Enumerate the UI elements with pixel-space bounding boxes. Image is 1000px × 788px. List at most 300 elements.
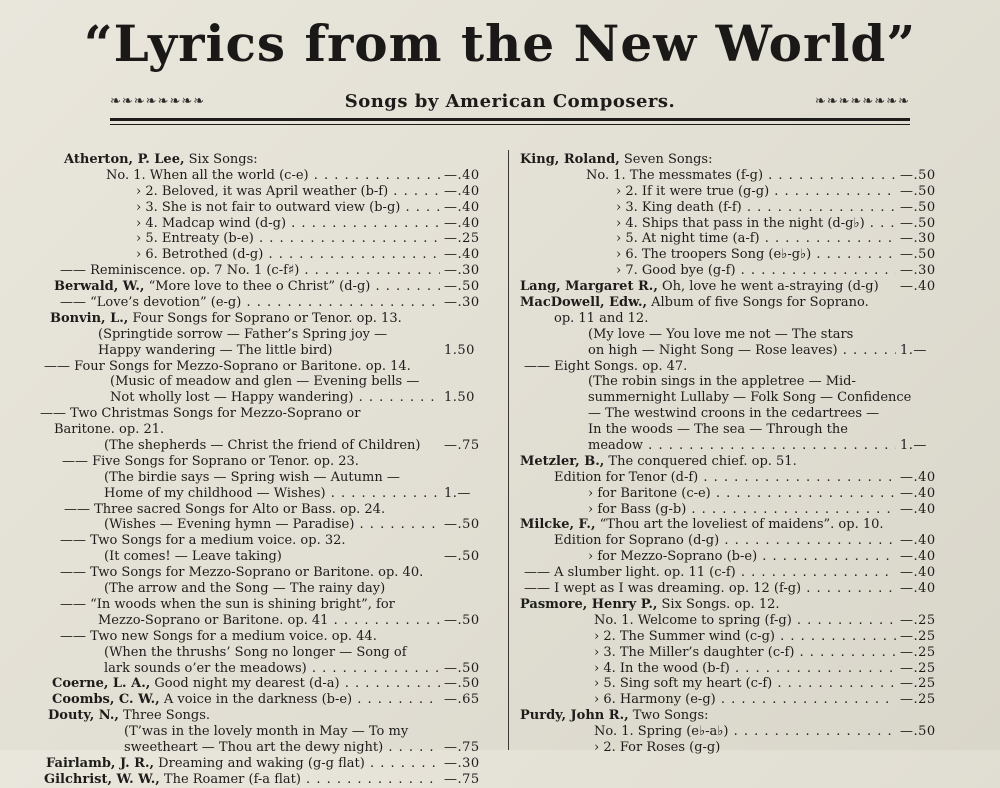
song-title: Three Songs. bbox=[118, 708, 211, 724]
song-title: (When the thrushs’ Song no longer — Song of bbox=[104, 644, 407, 660]
catalog-entry bbox=[40, 470, 492, 486]
catalog-entry bbox=[40, 359, 492, 375]
entry-text bbox=[588, 374, 856, 390]
catalog-entry bbox=[518, 263, 948, 279]
entry-text bbox=[594, 613, 896, 629]
price: —.50 bbox=[900, 247, 936, 263]
song-title: › 3. The Miller’s daughter (c-f) bbox=[594, 644, 795, 660]
song-title: Six Songs: bbox=[184, 152, 258, 167]
price: —.40 bbox=[900, 549, 936, 565]
price: —.40 bbox=[444, 215, 480, 231]
catalog-entry bbox=[518, 247, 948, 263]
song-title: —— Four Songs for Mezzo-Soprano or Baritone. op. 14. bbox=[44, 358, 411, 374]
song-title: —— “Love’s devotion” (e-g) bbox=[60, 295, 242, 311]
price: 1.— bbox=[900, 342, 927, 358]
entry-text bbox=[588, 502, 896, 518]
entry-text bbox=[136, 231, 440, 247]
song-title: (The arrow and the Song — The rainy day) bbox=[104, 581, 386, 597]
song-title: › for Baritone (c-e) bbox=[588, 485, 711, 501]
price: —.40 bbox=[900, 485, 936, 501]
catalog-entry bbox=[40, 597, 492, 613]
song-title: “More love to thee o Christ” (d-g) bbox=[144, 279, 371, 295]
entry-text bbox=[46, 756, 440, 772]
entry-text bbox=[110, 374, 419, 390]
entry-text bbox=[64, 502, 385, 518]
entry-text bbox=[64, 152, 258, 168]
entry-text bbox=[54, 279, 440, 295]
catalog-entry bbox=[40, 581, 492, 597]
catalog-entry bbox=[40, 231, 492, 247]
song-title: In the woods — The sea — Through the bbox=[588, 422, 848, 438]
entry-text bbox=[104, 470, 400, 486]
song-title: › 6. Harmony (e-g) bbox=[594, 692, 716, 708]
entry-text bbox=[98, 613, 440, 629]
entry-text bbox=[136, 184, 440, 200]
entry-text bbox=[44, 359, 411, 375]
entry-text bbox=[104, 549, 282, 565]
song-title: (The birdie says — Spring wish — Autumn — bbox=[104, 469, 400, 485]
entry-text bbox=[520, 708, 709, 724]
price: —.40 bbox=[900, 565, 936, 581]
catalog-entry bbox=[518, 724, 948, 740]
price: —.30 bbox=[444, 263, 480, 279]
catalog-entry bbox=[40, 343, 492, 359]
catalog-entry bbox=[40, 565, 492, 581]
price: —.65 bbox=[444, 692, 480, 708]
catalog-entry bbox=[40, 486, 492, 502]
song-title: —— Two new Songs for a medium voice. op. 44. bbox=[60, 628, 377, 644]
catalog-entry bbox=[518, 359, 948, 375]
price: —.25 bbox=[900, 660, 936, 676]
catalog-entry bbox=[518, 152, 948, 168]
entry-text bbox=[524, 565, 896, 581]
composer-name: MacDowell, Edw., bbox=[520, 295, 647, 311]
song-title: —— “In woods when the sun is shining bright”, for bbox=[60, 596, 395, 612]
song-title: › 5. At night time (a-f) bbox=[616, 231, 760, 247]
song-title: Album of five Songs for Soprano. bbox=[647, 295, 869, 311]
catalog-entry bbox=[40, 549, 492, 565]
catalog-entry bbox=[40, 327, 492, 343]
entry-text bbox=[104, 486, 440, 502]
song-title: › 4. In the wood (b-f) bbox=[594, 660, 730, 676]
catalog-entry bbox=[40, 756, 492, 772]
entry-text bbox=[588, 486, 896, 502]
catalog-entry bbox=[40, 200, 492, 216]
catalog-entry bbox=[518, 231, 948, 247]
song-title: Six Songs. op. 12. bbox=[657, 596, 780, 612]
catalog-entry bbox=[518, 661, 948, 677]
catalog-entry bbox=[40, 661, 492, 677]
catalog-entry bbox=[518, 374, 948, 390]
entry-text bbox=[60, 263, 440, 279]
composer-name: Pasmore, Henry P., bbox=[520, 596, 658, 612]
entry-text bbox=[60, 629, 377, 645]
song-title: Mezzo-Soprano or Baritone. op. 41 bbox=[98, 612, 329, 628]
song-title: › 6. Betrothed (d-g) bbox=[136, 247, 264, 263]
entry-text bbox=[594, 740, 720, 756]
song-title: No. 1. The messmates (f-g) bbox=[586, 167, 764, 183]
catalog-entry bbox=[40, 374, 492, 390]
song-title: › 7. Good bye (g-f) bbox=[616, 263, 736, 279]
price: —.40 bbox=[900, 469, 936, 485]
song-title: › 4. Madcap wind (d-g) bbox=[136, 215, 287, 231]
song-title: meadow bbox=[588, 438, 644, 454]
song-title: Dreaming and waking (g-g flat) bbox=[154, 755, 365, 771]
catalog-entry bbox=[518, 533, 948, 549]
page-subtitle: Songs by American Composers. bbox=[344, 90, 676, 112]
catalog-entry bbox=[518, 390, 948, 406]
price: —.25 bbox=[900, 612, 936, 628]
song-title: No. 1. Welcome to spring (f-g) bbox=[594, 612, 792, 628]
catalog-entry bbox=[518, 549, 948, 565]
song-title: —— Two Songs for a medium voice. op. 32. bbox=[60, 533, 346, 549]
catalog-entry bbox=[40, 247, 492, 263]
price: —.30 bbox=[900, 263, 936, 279]
header-rule-thick bbox=[110, 118, 910, 121]
catalog-entry bbox=[40, 438, 492, 454]
price: —.50 bbox=[444, 612, 480, 628]
catalog-entry bbox=[40, 676, 492, 692]
entry-text bbox=[104, 645, 407, 661]
price: —.40 bbox=[900, 533, 936, 549]
catalog-entry bbox=[518, 597, 948, 613]
catalog-entry bbox=[518, 438, 948, 454]
entry-text bbox=[554, 533, 896, 549]
entry-text bbox=[588, 406, 879, 422]
entry-text bbox=[524, 581, 896, 597]
composer-name: Bonvin, L., bbox=[50, 310, 129, 326]
entry-text bbox=[62, 454, 359, 470]
song-title: › 3. She is not fair to outward view (b-g) bbox=[136, 199, 401, 215]
song-title: No. 1. Spring (e♭-a♭) bbox=[594, 724, 729, 740]
song-title: Seven Songs: bbox=[619, 152, 713, 167]
catalog-entry bbox=[518, 311, 948, 327]
price: —.30 bbox=[900, 231, 936, 247]
song-title: (The robin sings in the appletree — Mid- bbox=[588, 374, 856, 390]
column-divider bbox=[508, 150, 509, 750]
composer-name: Berwald, W., bbox=[54, 279, 145, 295]
catalog-entry bbox=[518, 454, 948, 470]
composer-name: Lang, Margaret R., bbox=[520, 279, 658, 295]
catalog-entry bbox=[518, 406, 948, 422]
entry-text bbox=[594, 724, 896, 740]
song-title: A voice in the darkness (b-e) bbox=[159, 692, 353, 708]
price: —.40 bbox=[900, 581, 936, 597]
catalog-entry bbox=[40, 772, 492, 788]
song-title: on high — Night Song — Rose leaves) bbox=[588, 342, 838, 358]
catalog-entry bbox=[518, 327, 948, 343]
catalog-entry bbox=[518, 692, 948, 708]
entry-text bbox=[594, 645, 896, 661]
catalog-entry bbox=[518, 629, 948, 645]
catalog-entry bbox=[518, 216, 948, 232]
song-title: Edition for Tenor (d-f) bbox=[554, 469, 699, 485]
catalog-entry bbox=[518, 184, 948, 200]
catalog-entry bbox=[518, 708, 948, 724]
entry-text bbox=[60, 295, 440, 311]
catalog-entry bbox=[518, 279, 948, 295]
entry-text bbox=[594, 676, 896, 692]
entry-text bbox=[106, 168, 440, 184]
song-title: lark sounds o’er the meadows) bbox=[104, 660, 307, 676]
catalog-entry bbox=[518, 486, 948, 502]
entry-text bbox=[554, 311, 648, 327]
song-title: (T’was in the lovely month in May — To my bbox=[124, 724, 409, 740]
catalog-entry bbox=[40, 422, 492, 438]
entry-text bbox=[588, 549, 896, 565]
song-title: (Wishes — Evening hymn — Paradise) bbox=[104, 517, 355, 533]
catalog-entry bbox=[40, 454, 492, 470]
song-title: The Roamer (f-a flat) bbox=[159, 771, 301, 787]
entry-text bbox=[60, 533, 346, 549]
catalog-entry bbox=[40, 645, 492, 661]
song-title: sweetheart — Thou art the dewy night) bbox=[124, 739, 384, 755]
catalog-entry bbox=[40, 533, 492, 549]
entry-text bbox=[48, 708, 210, 724]
entry-text bbox=[40, 406, 360, 422]
entry-text bbox=[616, 184, 896, 200]
catalog-entry bbox=[518, 676, 948, 692]
composer-name: Fairlamb, J. R., bbox=[46, 755, 155, 771]
price: —.30 bbox=[444, 295, 480, 311]
price: —.30 bbox=[444, 755, 480, 771]
catalog-entry bbox=[518, 581, 948, 597]
entry-text bbox=[520, 454, 797, 470]
left-ornament-icon: ❧❧❧❧❧❧❧❧ bbox=[110, 93, 206, 109]
entry-text bbox=[52, 692, 440, 708]
entry-text bbox=[616, 200, 896, 216]
catalog-entry bbox=[518, 613, 948, 629]
song-title: Home of my childhood — Wishes) bbox=[104, 485, 326, 501]
price: —.50 bbox=[444, 676, 480, 692]
price: 1.50 bbox=[444, 390, 475, 406]
price: —.25 bbox=[900, 644, 936, 660]
entry-text bbox=[588, 343, 896, 359]
entry-text bbox=[520, 152, 713, 168]
song-title: › 2. The Summer wind (c-g) bbox=[594, 628, 775, 644]
price: —.75 bbox=[444, 739, 480, 755]
song-title: No. 1. When all the world (c-e) bbox=[106, 167, 309, 183]
catalog-entry bbox=[518, 502, 948, 518]
catalog-entry bbox=[40, 168, 492, 184]
catalog-entry bbox=[518, 422, 948, 438]
song-title: › 4. Ships that pass in the night (d-g♭) bbox=[616, 215, 865, 231]
entry-text bbox=[110, 390, 440, 406]
price: —.50 bbox=[444, 549, 480, 565]
song-title: › 6. The troopers Song (e♭-g♭) bbox=[616, 247, 812, 263]
entry-text bbox=[616, 247, 896, 263]
price: —.25 bbox=[444, 231, 480, 247]
entry-text bbox=[586, 168, 896, 184]
composer-name: Douty, N., bbox=[48, 708, 119, 724]
price: —.50 bbox=[900, 215, 936, 231]
song-title: Oh, love he went a-straying (d-g) bbox=[657, 279, 879, 295]
price: —.50 bbox=[900, 167, 936, 183]
entry-text bbox=[594, 692, 896, 708]
composer-name: Gilchrist, W. W., bbox=[44, 771, 160, 787]
composer-name: Metzler, B., bbox=[520, 453, 605, 469]
entry-text bbox=[616, 231, 896, 247]
entry-text bbox=[520, 279, 879, 295]
catalog-entry bbox=[40, 613, 492, 629]
catalog-entry bbox=[40, 263, 492, 279]
entry-text bbox=[104, 581, 385, 597]
song-title: Happy wandering — The little bird) bbox=[98, 342, 333, 358]
catalog-entry bbox=[40, 152, 492, 168]
entry-text bbox=[98, 343, 333, 359]
entry-text bbox=[594, 661, 896, 677]
composer-name: Milcke, F., bbox=[520, 517, 596, 533]
song-title: › for Mezzo-Soprano (b-e) bbox=[588, 549, 758, 565]
catalog-entry bbox=[40, 279, 492, 295]
left-column bbox=[40, 152, 492, 788]
composer-name: Coerne, L. A., bbox=[52, 676, 151, 692]
price: —.50 bbox=[900, 183, 936, 199]
song-title: (The shepherds — Christ the friend of Children) bbox=[104, 438, 421, 454]
entry-text bbox=[588, 327, 853, 343]
song-title: “Thou art the loveliest of maidens”. op. 10. bbox=[595, 517, 884, 533]
song-title: Good night my dearest (d-a) bbox=[150, 676, 340, 692]
catalog-entry bbox=[40, 692, 492, 708]
catalog-entry bbox=[518, 517, 948, 533]
entry-text bbox=[136, 200, 440, 216]
entry-text bbox=[104, 661, 440, 677]
price: —.40 bbox=[444, 199, 480, 215]
entry-text bbox=[136, 216, 440, 232]
entry-text bbox=[52, 676, 440, 692]
entry-text bbox=[60, 565, 423, 581]
price: —.50 bbox=[900, 724, 936, 740]
entry-text bbox=[520, 295, 869, 311]
price: —.40 bbox=[900, 279, 936, 295]
song-title: › 2. For Roses (g-g) bbox=[594, 739, 721, 755]
entry-text bbox=[520, 517, 884, 533]
price: —.50 bbox=[444, 517, 480, 533]
song-title: Four Songs for Soprano or Tenor. op. 13. bbox=[128, 310, 402, 326]
composer-name: King, Roland, bbox=[520, 152, 620, 167]
price: —.25 bbox=[900, 628, 936, 644]
price: —.50 bbox=[444, 279, 480, 295]
catalog-entry bbox=[40, 390, 492, 406]
song-title: — The westwind croons in the cedartrees — bbox=[588, 406, 880, 422]
catalog-entry bbox=[40, 311, 492, 327]
price: 1.50 bbox=[444, 342, 475, 358]
entry-text bbox=[588, 438, 896, 454]
catalog-entry bbox=[518, 168, 948, 184]
entry-text bbox=[124, 724, 408, 740]
catalog-entry bbox=[518, 470, 948, 486]
song-title: › 5. Sing soft my heart (c-f) bbox=[594, 676, 773, 692]
price: —.75 bbox=[444, 438, 480, 454]
composer-name: Atherton, P. Lee, bbox=[64, 152, 185, 167]
entry-text bbox=[98, 327, 387, 343]
song-title: › 3. King death (f-f) bbox=[616, 199, 742, 215]
catalog-entry bbox=[40, 740, 492, 756]
entry-text bbox=[136, 247, 440, 263]
entry-text bbox=[616, 263, 896, 279]
song-title: —— Two Songs for Mezzo-Soprano or Baritone. op. 40. bbox=[60, 565, 424, 581]
price: —.40 bbox=[444, 183, 480, 199]
entry-text bbox=[104, 438, 420, 454]
entry-text bbox=[594, 629, 896, 645]
entry-text bbox=[588, 422, 848, 438]
catalog-entry bbox=[40, 502, 492, 518]
catalog-entry bbox=[40, 517, 492, 533]
song-title: › 2. If it were true (g-g) bbox=[616, 183, 770, 199]
catalog-entry bbox=[40, 724, 492, 740]
song-title: The conquered chief. op. 51. bbox=[604, 453, 797, 469]
song-title: (It comes! — Leave taking) bbox=[104, 549, 282, 565]
catalog-entry bbox=[518, 740, 948, 756]
song-title: Edition for Soprano (d-g) bbox=[554, 533, 720, 549]
song-title: Two Songs: bbox=[628, 708, 709, 724]
catalog-entry bbox=[518, 200, 948, 216]
song-title: › for Bass (g-b) bbox=[588, 501, 687, 517]
entry-text bbox=[44, 772, 440, 788]
song-title: (Music of meadow and glen — Evening bells — bbox=[110, 374, 420, 390]
catalog-entry bbox=[40, 629, 492, 645]
song-title: —— Eight Songs. op. 47. bbox=[524, 358, 688, 374]
entry-text bbox=[54, 422, 164, 438]
price: —.50 bbox=[900, 199, 936, 215]
entry-text bbox=[588, 390, 911, 406]
song-title: › 5. Entreaty (b-e) bbox=[136, 231, 254, 247]
price: —.40 bbox=[444, 247, 480, 263]
right-ornament-icon: ❧❧❧❧❧❧❧❧ bbox=[814, 93, 910, 109]
catalog-entry bbox=[518, 645, 948, 661]
song-title: —— Reminiscence. op. 7 No. 1 (c-f♯) bbox=[60, 263, 300, 279]
song-title: summernight Lullaby — Folk Song — Confidence bbox=[588, 390, 912, 406]
entry-text bbox=[554, 470, 896, 486]
catalog-entry bbox=[40, 406, 492, 422]
song-title: › 2. Beloved, it was April weather (b-f) bbox=[136, 183, 389, 199]
price: 1.— bbox=[900, 438, 927, 454]
price: —.40 bbox=[444, 167, 480, 183]
price: —.25 bbox=[900, 692, 936, 708]
price: 1.— bbox=[444, 485, 471, 501]
price: —.40 bbox=[900, 501, 936, 517]
catalog-entry bbox=[518, 343, 948, 359]
catalog-entry bbox=[518, 565, 948, 581]
page-title: “Lyrics from the New World” bbox=[83, 14, 917, 73]
song-title: —— I wept as I was dreaming. op. 12 (f-g) bbox=[524, 581, 802, 597]
song-title: —— Three sacred Songs for Alto or Bass. op. 24. bbox=[64, 501, 386, 517]
right-column bbox=[518, 152, 948, 756]
catalog-entry bbox=[40, 295, 492, 311]
song-title: (Springtide sorrow — Father’s Spring joy — bbox=[98, 326, 388, 342]
entry-text bbox=[616, 216, 896, 232]
song-title: (My love — You love me not — The stars bbox=[588, 326, 854, 342]
song-title: —— A slumber light. op. 11 (c-f) bbox=[524, 565, 736, 581]
catalog-entry bbox=[40, 216, 492, 232]
entry-text bbox=[124, 740, 440, 756]
subtitle-row bbox=[110, 88, 910, 114]
header-rule-thin bbox=[110, 124, 910, 125]
song-title: —— Two Christmas Songs for Mezzo-Soprano or bbox=[40, 406, 361, 422]
entry-text bbox=[60, 597, 395, 613]
song-title: op. 11 and 12. bbox=[554, 310, 649, 326]
entry-text bbox=[50, 311, 402, 327]
catalog-entry bbox=[518, 295, 948, 311]
entry-text bbox=[520, 597, 780, 613]
price: —.75 bbox=[444, 771, 480, 787]
entry-text bbox=[524, 359, 687, 375]
song-title: Not wholly lost — Happy wandering) bbox=[110, 390, 354, 406]
price: —.25 bbox=[900, 676, 936, 692]
song-title: Baritone. op. 21. bbox=[54, 422, 165, 438]
composer-name: Purdy, John R., bbox=[520, 708, 629, 724]
entry-text bbox=[104, 517, 440, 533]
